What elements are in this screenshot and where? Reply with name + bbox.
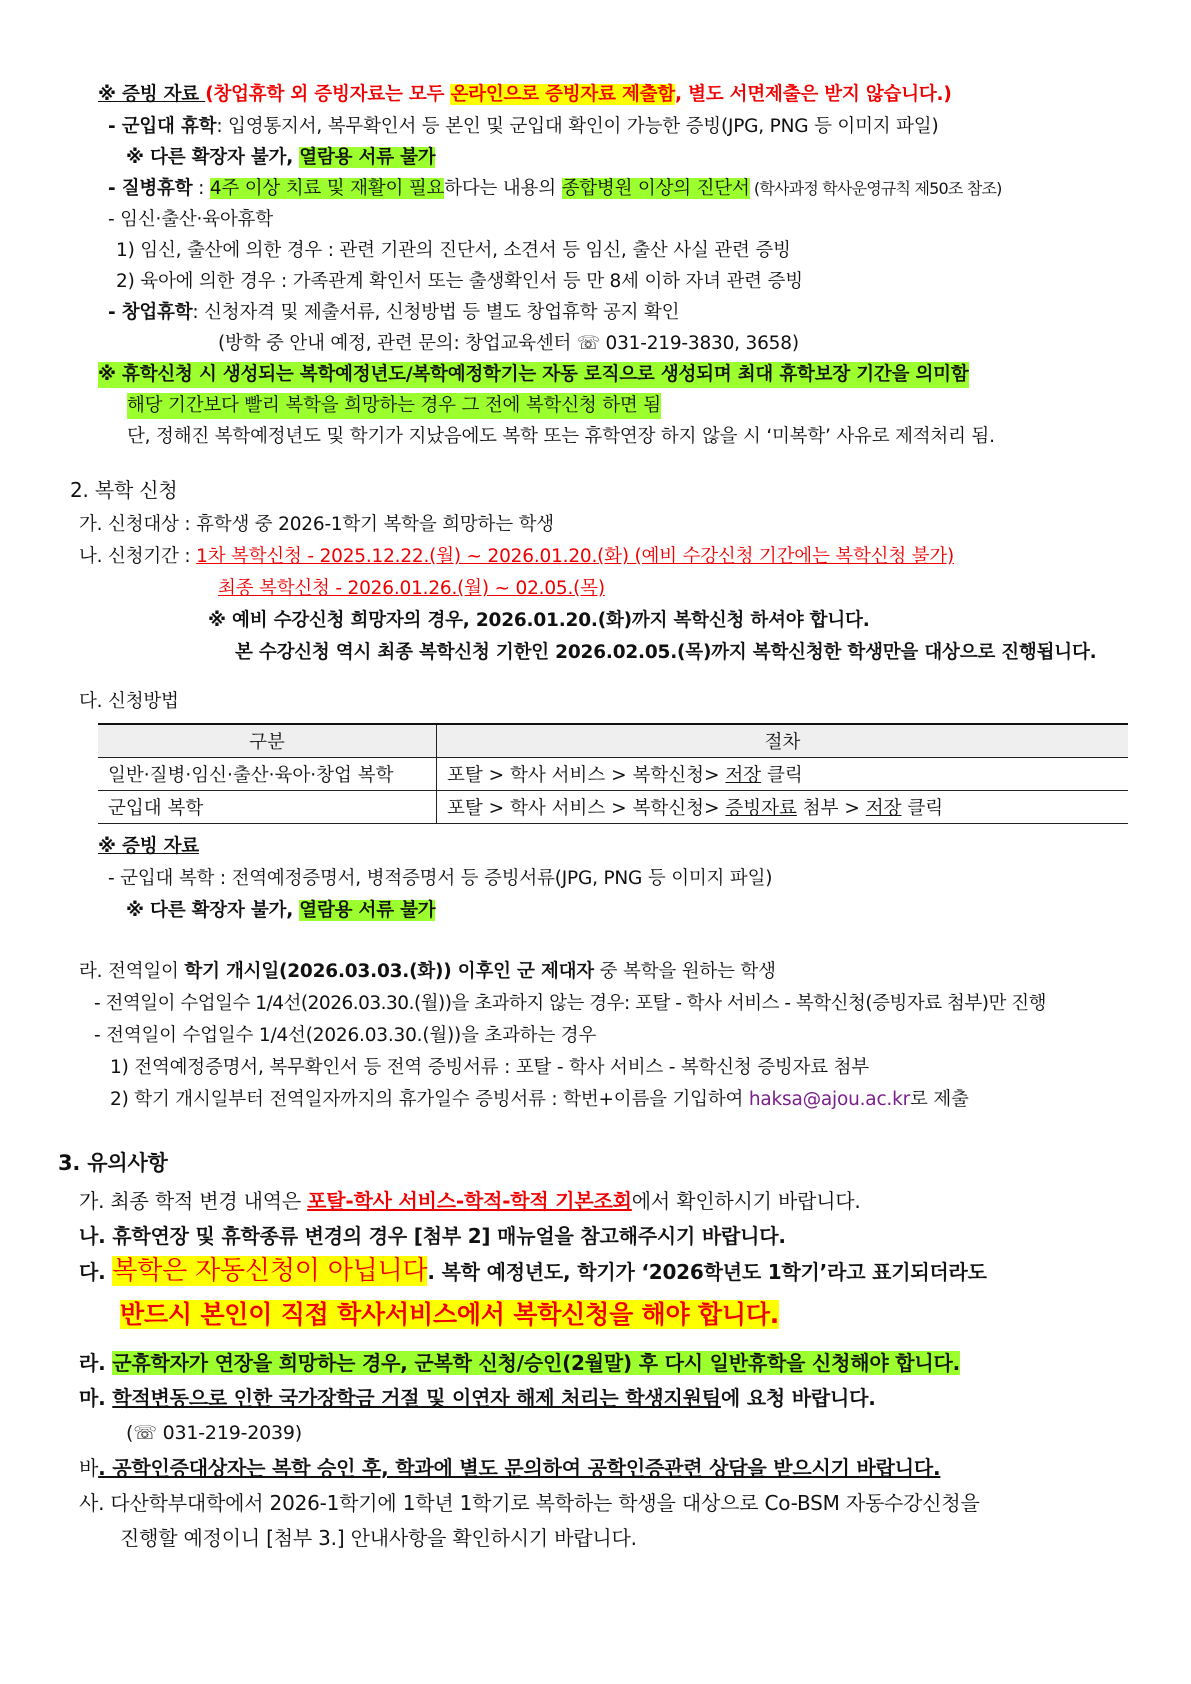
procedure-table: [98, 723, 1128, 824]
vacation-docs-text: 2) 학기 개시일부터 전역일자까지의 휴가일수 증빙서류 : 학번+이름을 기입하여: [110, 1089, 749, 1110]
notice-ba: [79, 1455, 940, 1481]
apply-period-line-1: [79, 544, 954, 570]
discharge-bold: 학기 개시일(2026.03.03.(화)) 이후인 군 제대자: [184, 961, 594, 982]
startup-evidence-line: [108, 300, 679, 326]
notice-ma: [79, 1385, 876, 1411]
submit-text: 로 제출: [910, 1089, 969, 1110]
auto-logic-note-1: ※ 휴학신청 시 생성되는 복학예정년도/복학예정학기는 자동 로직으로 생성되며 최대 휴학보장 기간을 의미함: [98, 362, 969, 388]
apply-target: 가. 신청대상 : 휴학생 중 2026-1학기 복학을 희망하는 학생: [79, 514, 554, 535]
discharge-case-2-item-2: [110, 1087, 969, 1113]
notice-ma-pre: 마.: [79, 1386, 113, 1410]
evidence-note-pre: (창업휴학 외 증빙자료는 모두: [205, 84, 451, 105]
table-header-type: 구분: [98, 724, 437, 758]
notice-da: [79, 1258, 987, 1287]
notice-ba-pre: 바: [79, 1456, 99, 1480]
illness-evidence-line: [108, 176, 1002, 202]
procedure-path: 포탈 > 학사 서비스 > 복학신청>: [447, 798, 726, 819]
notice-ma-underlined: 학적변동으로 인한 국가장학금 거절 및 이연자 해제 처리는 학생지원팀: [112, 1386, 721, 1410]
pregnancy-item-1: 1) 임신, 출산에 의한 경우 : 관련 기관의 진단서, 소견서 등 임신, 출산 사실 관련 증빙: [116, 240, 791, 261]
notice-da-must-apply: 반드시 본인이 직접 학사서비스에서 복학신청을 해야 합니다.: [120, 1300, 780, 1329]
click-keyword: 클릭: [901, 798, 944, 819]
save-keyword: 저장: [865, 798, 902, 819]
pregnancy-item-2: 2) 육아에 의한 경우 : 가족관계 확인서 또는 출생확인서 등 만 8세 이하 자녀 관련 증빙: [116, 271, 803, 292]
table-cell-procedure: [437, 758, 1129, 791]
military-text: : 입영통지서, 복무확인서 등 본인 및 군입대 확인이 가능한 증빙(JPG, PNG 등 이미지 파일): [216, 116, 939, 137]
save-keyword: 저장: [725, 765, 762, 786]
notice-na: 나. 휴학연장 및 휴학종류 변경의 경우 [첨부 2] 매뉴얼을 참고해주시기 바랍니다.: [79, 1224, 786, 1248]
ext-note-highlight: 열람용 서류 불가: [299, 147, 436, 168]
discharge-student-line: [79, 959, 776, 985]
pregnancy-label: - 임신·출산·육아휴학: [108, 209, 273, 230]
table-row: [98, 791, 1128, 824]
notice-da-post: . 복학 예정년도, 학기가 ‘2026학년도 1학기’라고 표기되더라도: [427, 1260, 987, 1284]
table-cell-procedure: [437, 791, 1129, 824]
evidence-note-post: , 별도 서면제출은 받지 않습니다.): [675, 84, 952, 105]
ext-note-pre: ※ 다른 확장자 불가,: [126, 900, 300, 921]
discharge-case-2-item-1: 1) 전역예정증명서, 복무확인서 등 전역 증빙서류 : 포탈 - 학사 서비스 - 복학신청 증빙자료 첨부: [110, 1057, 869, 1078]
section-2-title: 2. 복학 신청: [70, 478, 178, 502]
startup-contact: (방학 중 안내 예정, 관련 문의: 창업교육센터 ☏ 031-219-3830, 3658): [218, 333, 799, 354]
military-return-evidence: - 군입대 복학 : 전역예정증명서, 병적증명서 등 증빙서류(JPG, PNG 등 이미지 파일): [108, 868, 773, 889]
period-note-1: ※ 예비 수강신청 희망자의 경우, 2026.01.20.(화)까지 복학신청 하셔야 합니다.: [208, 610, 870, 631]
evidence-title-2: ※ 증빙 자료: [98, 836, 199, 857]
attach-keyword: 첨부 >: [796, 798, 866, 819]
period-note-2: 본 수강신청 역시 최종 복학신청 기한인 2026.02.05.(목)까지 복학신청한 학생만을 대상으로 진행됩니다.: [235, 642, 1097, 663]
table-row: [98, 758, 1128, 791]
apply-period-final: 최종 복학신청 - 2026.01.26.(월) ~ 02.05.(목): [218, 578, 605, 599]
illness-ref: (학사과정 학사운영규칙 제50조 참조): [749, 179, 1002, 198]
evidence-title: ※ 증빙 자료: [98, 84, 206, 105]
ext-note-2: [126, 898, 435, 924]
notice-da-pre: 다.: [79, 1260, 113, 1284]
notice-ga-post: 에서 확인하시기 바랍니다.: [631, 1189, 861, 1213]
illness-highlight-1: 4주 이상 치료 및 재활이 필요: [209, 178, 445, 199]
table-header-row: [98, 724, 1128, 758]
evidence-header: [98, 82, 952, 108]
discharge-post: 중 복학을 원하는 학생: [593, 961, 776, 982]
notice-sa-line-2: 진행할 예정이니 [첨부 3.] 안내사항을 확인하시기 바랍니다.: [120, 1526, 637, 1550]
ext-note-1: [126, 145, 435, 171]
notice-ra-pre: 라.: [79, 1351, 113, 1375]
notice-ga-path: 포탈-학사 서비스-학적-학적 기본조회: [307, 1189, 632, 1213]
procedure-path: 포탈 > 학사 서비스 > 복학신청>: [447, 765, 726, 786]
evidence-keyword: 증빙자료: [725, 798, 797, 819]
military-label: - 군입대 휴학: [108, 116, 217, 137]
discharge-case-2: - 전역일이 수업일수 1/4선(2026.03.30.(월))을 초과하는 경우: [94, 1025, 597, 1046]
startup-label: - 창업휴학: [108, 302, 193, 323]
notice-ra: [79, 1350, 960, 1376]
military-evidence-line: [108, 114, 939, 140]
notice-ga: [79, 1188, 861, 1214]
evidence-note-highlight: 온라인으로 증빙자료 제출함: [450, 84, 676, 105]
apply-period-label: 나. 신청기간 :: [79, 546, 197, 567]
table-cell-type: 군입대 복학: [98, 791, 437, 824]
apply-period-first: 1차 복학신청 - 2025.12.22.(월) ~ 2026.01.20.(화) (예비 수강신청 기간에는 복학신청 불가): [196, 546, 955, 567]
illness-colon: :: [192, 178, 210, 199]
table-cell-type: 일반·질병·임신·출산·육아·창업 복학: [98, 758, 437, 791]
notice-ma-phone: (☏ 031-219-2039): [126, 1422, 303, 1444]
notice-sa-line-1: 사. 다산학부대학에서 2026-1학기에 1학년 1학기로 복학하는 학생을 대상으로 Co-BSM 자동수강신청을: [79, 1491, 980, 1515]
illness-label: - 질병휴학: [108, 178, 193, 199]
illness-highlight-2: 종합병원 이상의 진단서: [561, 178, 750, 199]
apply-method-label: 다. 신청방법: [79, 691, 179, 712]
auto-logic-note-3: 단, 정해진 복학예정년도 및 학기가 지났음에도 복학 또는 휴학연장 하지 않을 시 ‘미복학’ 사유로 제적처리 됨.: [127, 426, 995, 447]
notice-ga-pre: 가. 최종 학적 변경 내역은: [79, 1189, 308, 1213]
click-keyword: 클릭: [761, 765, 803, 786]
discharge-case-1: - 전역일이 수업일수 1/4선(2026.03.30.(월))을 초과하지 않는 경우: 포탈 - 학사 서비스 - 복학신청(증빙자료 첨부)만 진행: [94, 993, 1046, 1014]
ext-note-highlight: 열람용 서류 불가: [299, 900, 436, 921]
illness-mid: 하다는 내용의: [444, 178, 562, 199]
section-3-title: 3. 유의사항: [58, 1151, 168, 1175]
haksa-email-link[interactable]: haksa@ajou.ac.kr: [748, 1089, 911, 1110]
notice-ma-post: 에 요청 바랍니다.: [720, 1386, 876, 1410]
notice-da-highlight: 복학은 자동신청이 아닙니다: [112, 1256, 428, 1286]
startup-text: : 신청자격 및 제출서류, 신청방법 등 별도 창업휴학 공지 확인: [192, 302, 680, 323]
notice-ra-highlight: 군휴학자가 연장을 희망하는 경우, 군복학 신청/승인(2월말) 후 다시 일반휴학을 신청해야 합니다.: [112, 1351, 960, 1375]
discharge-pre: 라. 전역일이: [79, 961, 185, 982]
notice-da-line-2: [120, 1302, 779, 1331]
notice-ba-underlined: . 공학인증대상자는 복학 승인 후, 학과에 별도 문의하여 공학인증관련 상담을 받으시기 바랍니다.: [98, 1456, 941, 1480]
table-header-procedure: 절차: [437, 724, 1129, 758]
auto-logic-note-2: 해당 기간보다 빨리 복학을 희망하는 경우 그 전에 복학신청 하면 됨: [127, 393, 661, 419]
ext-note-pre: ※ 다른 확장자 불가,: [126, 147, 300, 168]
